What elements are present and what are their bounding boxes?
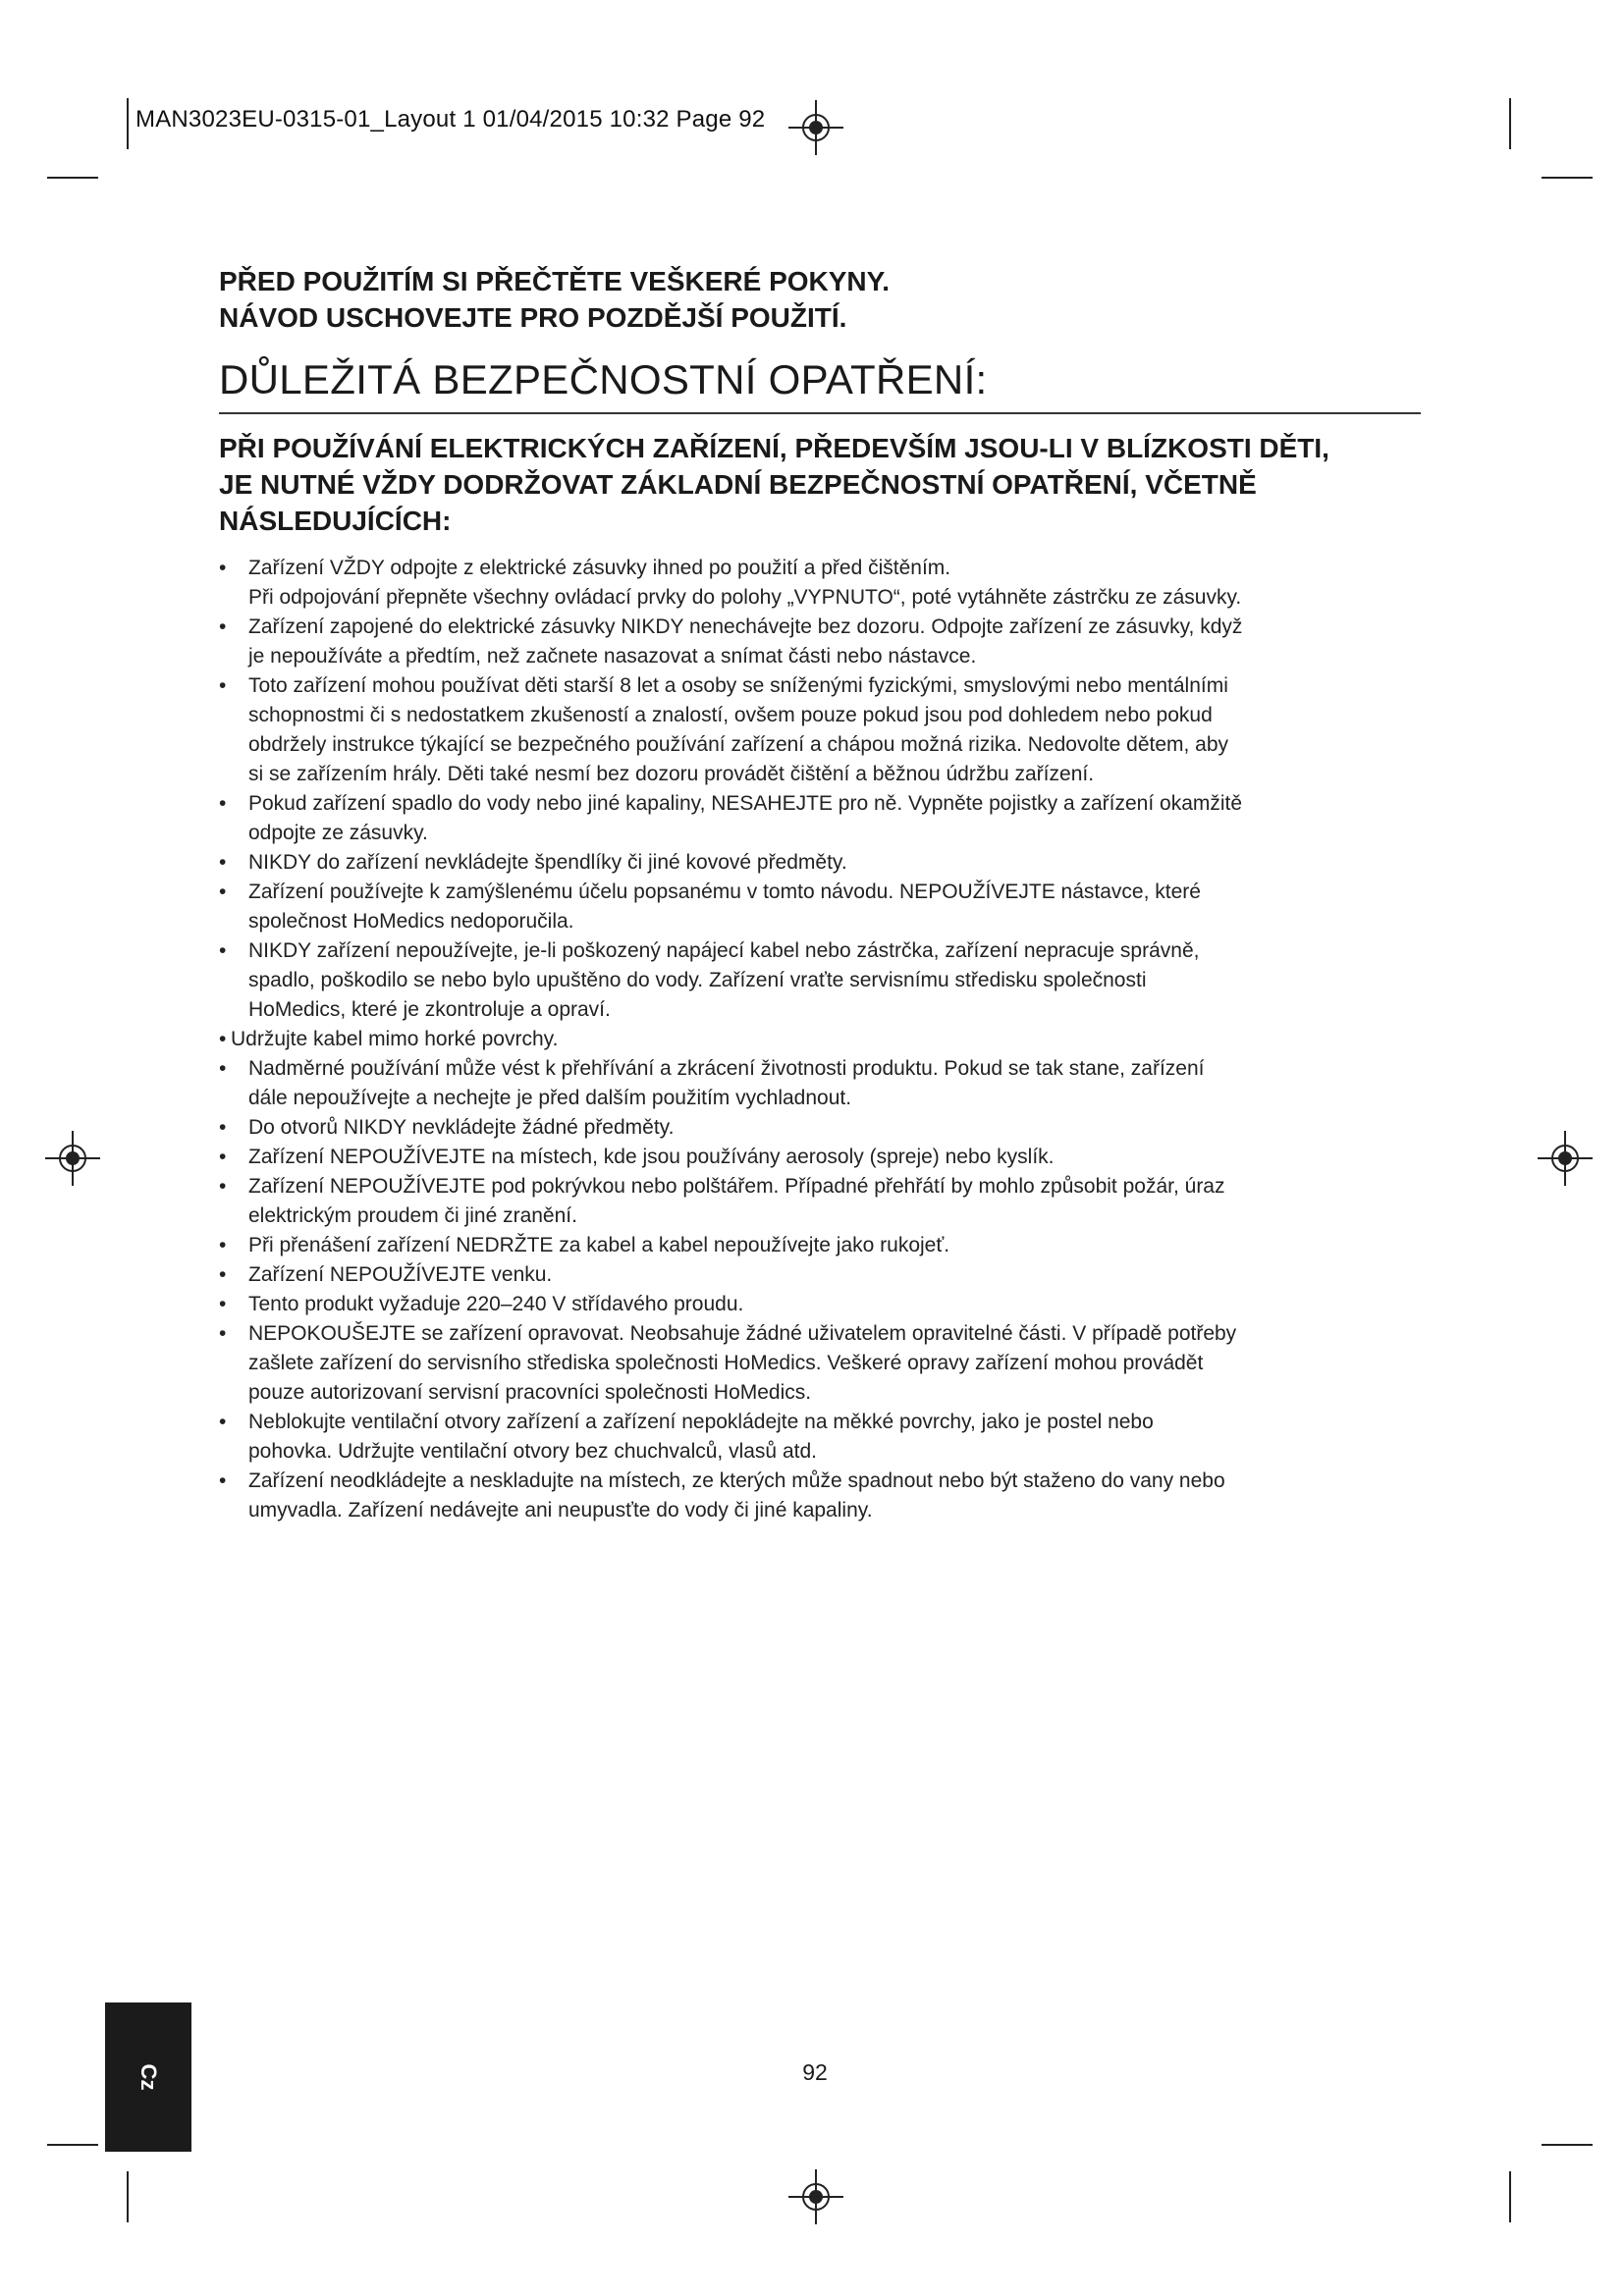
safety-item <box>219 848 1421 878</box>
safety-item-line: společnost HoMedics nedoporučila. <box>248 910 574 933</box>
safety-item <box>219 1113 1421 1143</box>
crop-mark-top-right-horizontal <box>1542 177 1593 179</box>
safety-item <box>219 1054 1421 1113</box>
safety-item <box>219 1467 1421 1525</box>
pre-title-line: NÁVOD USCHOVEJTE PRO POZDĚJŠÍ POUŽITÍ. <box>219 302 847 333</box>
crop-mark-bottom-right-horizontal <box>1542 2144 1593 2146</box>
safety-item-line: • Zařízení neodkládejte a neskladujte na místech, ze kterých může spadnout nebo být staženo do vany nebo <box>248 1469 1225 1492</box>
safety-item <box>219 1143 1421 1172</box>
crop-mark-bottom-left-horizontal <box>47 2144 98 2146</box>
crop-mark-top-right-vertical <box>1509 98 1511 149</box>
safety-item <box>219 671 1421 789</box>
crop-mark-bottom-left-vertical <box>127 2171 129 2222</box>
safety-item <box>219 1290 1421 1319</box>
safety-item <box>219 789 1421 848</box>
safety-item-line: odpojte ze zásuvky. <box>248 822 428 844</box>
safety-item <box>219 554 1421 613</box>
registration-mark-right-icon <box>1538 1131 1593 1186</box>
safety-item-line: • Při přenášení zařízení NEDRŽTE za kabel a kabel nepoužívejte jako rukojeť. <box>248 1234 950 1256</box>
safety-item <box>219 1231 1421 1260</box>
safety-item-line: • Tento produkt vyžaduje 220–240 V střídavého proudu. <box>248 1293 744 1315</box>
safety-item-line: • Udržujte kabel mimo horké povrchy. <box>231 1028 559 1050</box>
safety-item-line: • NEPOKOUŠEJTE se zařízení opravovat. Neobsahuje žádné uživatelem opravitelné části. V případě potřeby <box>248 1322 1237 1345</box>
language-tab <box>105 2002 191 2152</box>
subtitle-line: PŘI POUŽÍVÁNÍ ELEKTRICKÝCH ZAŘÍZENÍ, PŘEDEVŠÍM JSOU-LI V BLÍZKOSTI DĚTI, <box>219 433 1329 463</box>
page-title: DŮLEŽITÁ BEZPEČNOSTNÍ OPATŘENÍ: <box>219 356 988 402</box>
safety-item-line: schopnostmi či s nedostatkem zkušeností a znalostí, ovšem pouze pokud jsou pod dohledem nebo pokud <box>248 704 1213 726</box>
safety-item <box>219 613 1421 671</box>
safety-item-line: • Zařízení VŽDY odpojte z elektrické zásuvky ihned po použití a před čištěním. <box>248 557 951 579</box>
safety-item-line: pohovka. Udržujte ventilační otvory bez chuchvalců, vlasů atd. <box>248 1440 817 1463</box>
registration-mark-bottom-icon <box>788 2169 843 2224</box>
safety-item <box>219 1319 1421 1408</box>
safety-item-line: obdržely instrukce týkající se bezpečného používání zařízení a chápou možná rizika. Nedovolte dětem, aby <box>248 733 1229 756</box>
section-subtitle <box>219 430 1421 539</box>
safety-item-line: Při odpojování přepněte všechny ovládací prvky do polohy „VYPNUTO“, poté vytáhněte zástrčku ze zásuvky. <box>248 586 1242 609</box>
safety-item-line: • Zařízení NEPOUŽÍVEJTE na místech, kde jsou používány aerosoly (spreje) nebo kyslík. <box>248 1146 1055 1168</box>
safety-item-line: • Nadměrné používání může vést k přehřívání a zkrácení životnosti produktu. Pokud se tak stane, zařízení <box>248 1057 1205 1080</box>
title-divider <box>219 412 1421 414</box>
safety-item-line: umyvadla. Zařízení nedávejte ani neupusťte do vody či jiné kapaliny. <box>248 1499 873 1522</box>
print-slug: MAN3023EU-0315-01_Layout 1 01/04/2015 10:32 Page 92 <box>135 106 766 133</box>
safety-item <box>219 878 1421 936</box>
pre-title-line: PŘED POUŽITÍM SI PŘEČTĚTE VEŠKERÉ POKYNY. <box>219 266 891 296</box>
pre-title <box>219 263 1421 336</box>
page-number: 92 <box>802 2059 828 2085</box>
safety-item-line: spadlo, poškodilo se nebo bylo upuštěno do vody. Zařízení vraťte servisnímu středisku společnosti <box>248 969 1147 991</box>
safety-item-line: HoMedics, které je zkontroluje a opraví. <box>248 998 611 1021</box>
safety-item-line: zašlete zařízení do servisního střediska společnosti HoMedics. Veškeré opravy zařízení mohou provádět <box>248 1352 1204 1374</box>
subtitle-line: JE NUTNÉ VŽDY DODRŽOVAT ZÁKLADNÍ BEZPEČNOSTNÍ OPATŘENÍ, VČETNĚ <box>219 469 1257 500</box>
safety-item-line: • Pokud zařízení spadlo do vody nebo jiné kapaliny, NESAHEJTE pro ně. Vypněte pojistky a zařízení okamžitě <box>248 792 1243 815</box>
safety-item-line: • NIKDY zařízení nepoužívejte, je-li poškozený napájecí kabel nebo zástrčka, zařízení nepracuje správně, <box>248 939 1200 962</box>
subtitle-line: NÁSLEDUJÍCÍCH: <box>219 506 452 536</box>
safety-item-line: • Zařízení NEPOUŽÍVEJTE pod pokrývkou nebo polštářem. Případné přehřátí by mohlo způsobit požár, úraz <box>248 1175 1225 1198</box>
safety-item <box>219 936 1421 1025</box>
safety-item-line: • Zařízení zapojené do elektrické zásuvky NIKDY nenechávejte bez dozoru. Odpojte zařízení ze zásuvky, když <box>248 615 1243 638</box>
safety-item-line: • Neblokujte ventilační otvory zařízení a zařízení nepokládejte na měkké povrchy, jako je postel nebo <box>248 1411 1154 1433</box>
registration-mark-top-icon <box>788 100 843 155</box>
safety-item-line: • Zařízení používejte k zamýšlenému účelu popsanému v tomto návodu. NEPOUŽÍVEJTE nástavce, které <box>248 881 1201 903</box>
safety-list <box>219 554 1421 1525</box>
safety-item-line: je nepoužíváte a předtím, než začnete nasazovat a snímat části nebo nástavce. <box>248 645 977 667</box>
safety-item-line: • Zařízení NEPOUŽÍVEJTE venku. <box>248 1263 553 1286</box>
safety-item-line: • Do otvorů NIKDY nevkládejte žádné předměty. <box>248 1116 675 1139</box>
document-body <box>219 263 1421 1525</box>
safety-item-line: elektrickým proudem či jiné zranění. <box>248 1204 577 1227</box>
safety-item-line: pouze autorizovaní servisní pracovníci společnosti HoMedics. <box>248 1381 812 1404</box>
safety-item <box>219 1408 1421 1467</box>
safety-item-line: si se zařízením hrály. Děti také nesmí bez dozoru provádět čištění a běžnou údržbu zařízení. <box>248 763 1095 785</box>
crop-mark-bottom-right-vertical <box>1509 2171 1511 2222</box>
safety-item-line: • Toto zařízení mohou používat děti starší 8 let a osoby se sníženými fyzickými, smyslovými nebo mentálními <box>248 674 1228 697</box>
safety-item <box>219 1025 1421 1054</box>
crop-mark-top-left-vertical <box>127 98 129 149</box>
safety-item-line: dále nepoužívejte a nechejte je před dalším použitím vychladnout. <box>248 1087 852 1109</box>
safety-item <box>219 1172 1421 1231</box>
crop-mark-top-left-horizontal <box>47 177 98 179</box>
safety-item <box>219 1260 1421 1290</box>
safety-item-line: • NIKDY do zařízení nevkládejte špendlíky či jiné kovové předměty. <box>248 851 847 874</box>
registration-mark-left-icon <box>45 1131 100 1186</box>
language-tab-label: Cz <box>136 2063 161 2091</box>
